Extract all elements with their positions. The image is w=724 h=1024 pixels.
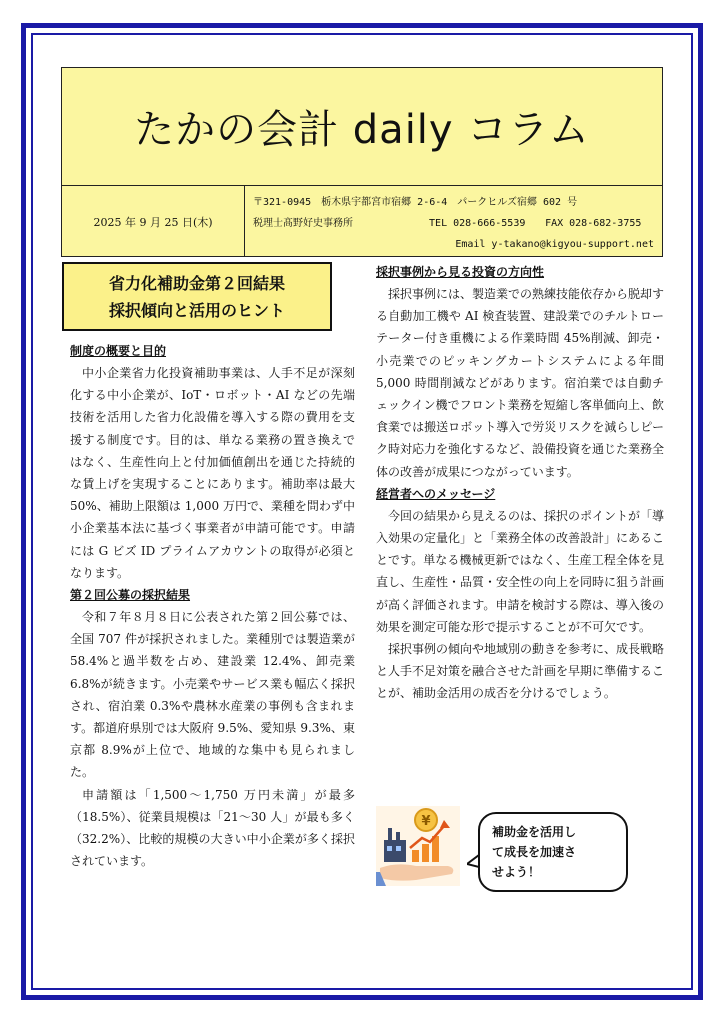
paragraph-message: 今回の結果から見えるのは、採択のポイントが「導入効果の定量化」と「業務全体の改善設計」にあることです。単なる機械更新ではなく、生産工程全体を見直し、生産性・品質・安全性の向上を同時に狙う計画が高く評価されます。申請を検討する際は、導入後の効果を測定可能な形で提示することが不可欠です。 [376,508,665,634]
masthead-title-row [62,68,662,186]
issue-date: 2025 年 9 月 25 日(木) [62,186,245,257]
office-contact [245,186,662,257]
paragraph-cases: 採択事例には、製造業での熟練技能依存から脱却する自動加工機や AI 検査装置、建設業でのチルトローテーター付き重機による作業時間 45%削減、卸売・小売業でのピッキングカートシステムによる年間 5,000 時間削減などがあります。宿泊業では自動チェックイン機でフロント業務を短縮し客単価向上、飲食業では搬送ロボット導入で労災リスクを減らしピーク時対応力を強化するなど、設備投資を通じた業務全体の改善が成果につながっています。 [376,287,665,479]
right-column [376,261,664,705]
speech-bubble-line1: 補助金を活用し [492,825,577,839]
article-title-line2: 採択傾向と活用のヒント [108,300,285,320]
speech-bubble-line2: て成長を加速さ [492,845,577,859]
section-heading-cases: 採択事例から見る投資の方向性 [376,265,545,279]
office-fax: FAX 028-682-3755 [545,218,642,229]
office-name: 税理士髙野好史事務所 [253,218,353,229]
office-tel: TEL 028-666-5539 [429,218,526,229]
left-column [70,340,355,872]
article-title-line1: 省力化補助金第２回結果 [108,273,285,293]
masthead-info-row [62,186,662,257]
speech-bubble-line3: せよう！ [492,865,541,879]
section-heading-message: 経営者へのメッセージ [376,486,496,501]
paragraph-overview: 中小企業省力化投資補助事業は、人手不足が深刻化する中小企業が、IoT・ロボット・AI などの先端技術を活用した省力化設備を導入する際の費用を支援する制度です。目的は、単なる業務の置き換えではなく、生産性向上と付加価値創出を通じた持続的な賃上げを実現することにあります。補助率は最大 50%、補助上限額は 1,000 万円で、業種を問わず中小企業基本法に基づく事業者が申請可能です。申請には G ビズ ID プライムアカウントの取得が必須となります。 [70,366,355,580]
paragraph-application-stats: 申請額は「1,500～1,750 万円未満」が最多（18.5%）、従業員規模は「21～30 人」が最も多く（32.2%）、比較的規模の大きい中小企業が多く採択されています。 [70,787,355,869]
paragraph-conclusion: 採択事例の傾向や地域別の動きを参考に、成長戦略と人手不足対策を融合させた計画を早期に準備することが、補助金活用の成否を分けるでしょう。 [376,642,665,701]
office-email: Email y-takano@kigyou-support.net [455,239,654,250]
office-contact-line [253,213,654,234]
business-growth-icon [376,806,460,886]
paragraph-results: 令和７年８月８日に公表された第２回公募では、全国 707 件が採択されました。業種別では製造業が 58.4%と過半数を占め、建設業 12.4%、卸売業 6.8%が続きます。小売業やサービス業も幅広く採択され、宿泊業 0.3%や農林水産業の事例も含まれます。都道府県別では大阪府 9.5%、愛知県 9.3%、東京都 8.9%が上位で、地域的な集中も見られました。 [70,610,355,780]
office-address: 〒321-0945 栃木県宇都宮市宿郷 2-6-4 パークヒルズ宿郷 602 号 [253,197,578,208]
yen-coin-symbol: ¥ [421,814,431,829]
speech-bubble [478,812,628,892]
section-heading-results: 第２回公募の採択結果 [70,588,191,603]
newsletter-title: たかの会計 daily コラム [134,107,590,153]
masthead [61,67,663,257]
section-heading-overview: 制度の概要と目的 [70,344,167,358]
article-title-box [62,262,332,331]
